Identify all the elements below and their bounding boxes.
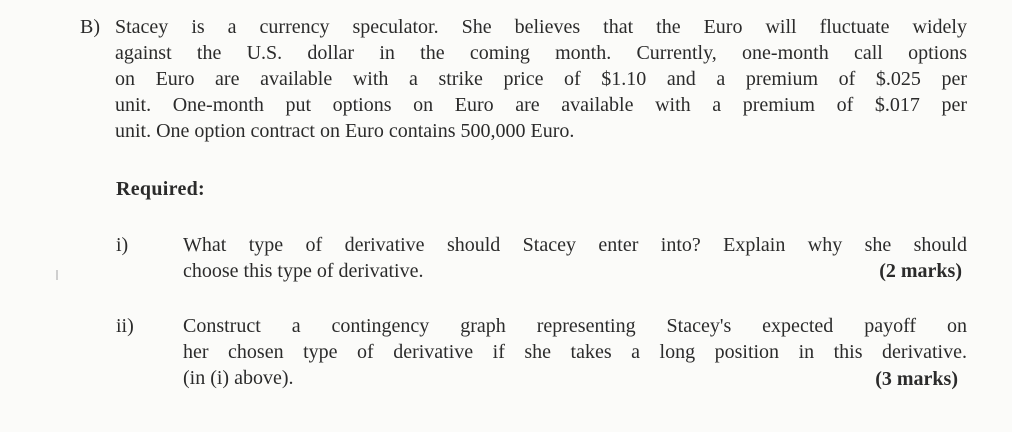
required-heading: Required:	[116, 178, 205, 200]
intro-line: against the U.S. dollar in the coming month. Currently, one-month call options	[115, 42, 967, 64]
intro-line: unit. One-month put options on Euro are available with a premium of $.017 per	[115, 94, 967, 116]
item-marks: (3 marks)	[875, 368, 958, 390]
question-intro	[115, 14, 967, 144]
item-line: Construct a contingency graph representing Stacey's expected payoff on	[183, 315, 967, 337]
item-number: i)	[116, 234, 129, 256]
intro-line: unit. One option contract on Euro contains 500,000 Euro.	[115, 120, 575, 142]
item-line: What type of derivative should Stacey enter into? Explain why she should	[183, 234, 967, 256]
item-line: choose this type of derivative.	[183, 260, 424, 282]
question-label: B)	[80, 16, 100, 38]
item-text	[183, 313, 967, 391]
intro-line: Stacey is a currency speculator. She believes that the Euro will fluctuate widely	[115, 16, 967, 38]
item-marks: (2 marks)	[879, 260, 962, 282]
item-text	[183, 232, 967, 284]
intro-line: on Euro are available with a strike price of $1.10 and a premium of $.025 per	[115, 68, 967, 90]
item-line: (in (i) above).	[183, 367, 294, 389]
item-number: ii)	[116, 315, 134, 337]
scan-speck	[56, 270, 58, 280]
item-line: her chosen type of derivative if she takes a long position in this derivative.	[183, 341, 967, 363]
